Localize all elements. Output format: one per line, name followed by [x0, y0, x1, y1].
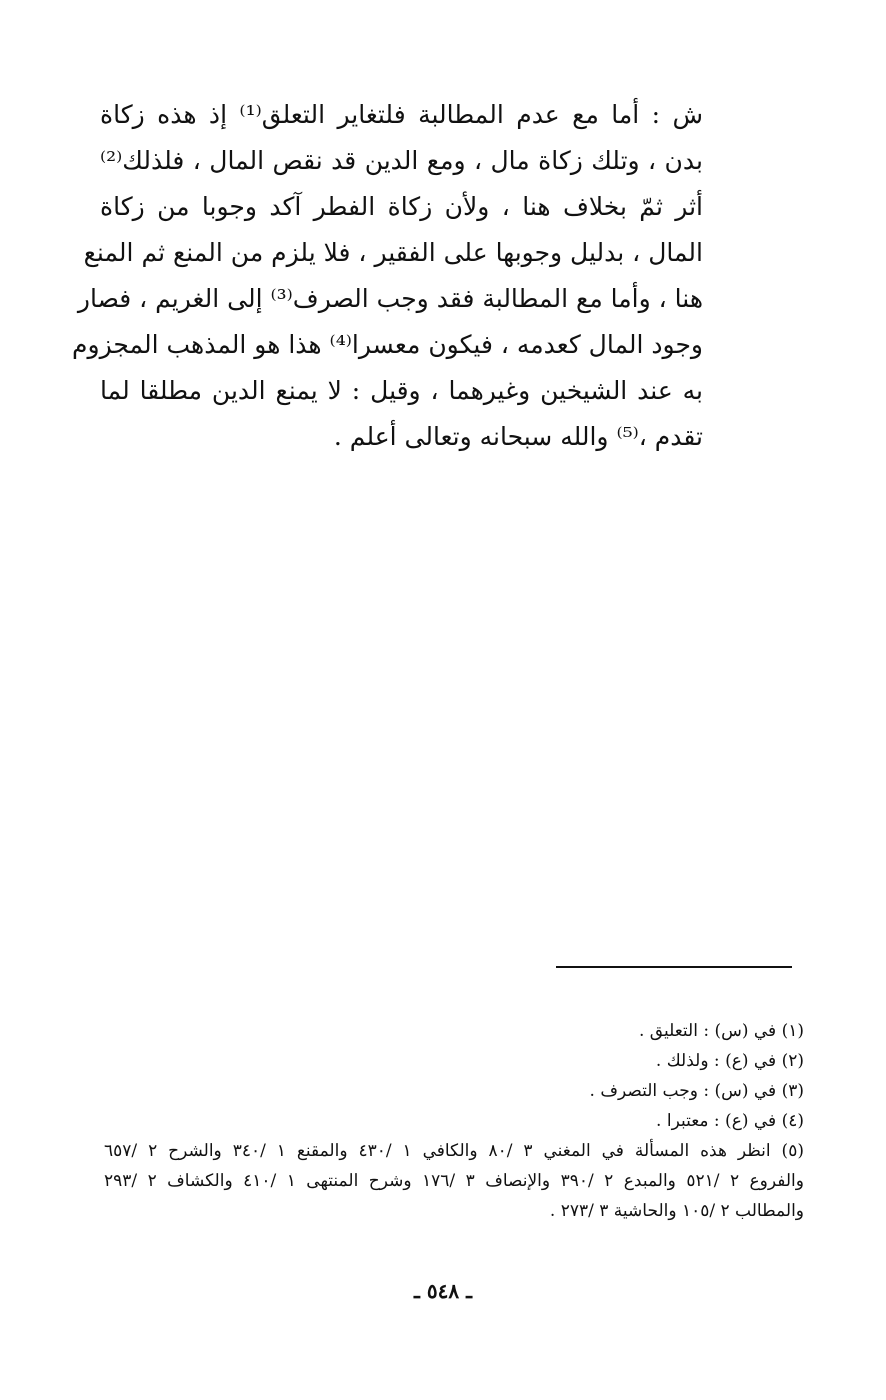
main-text-line: تقدم ،⁽⁵⁾ والله سبحانه وتعالى أعلم .	[333, 422, 703, 451]
main-text-line: وجود المال كعدمه ، فيكون معسرا⁽⁴⁾ هذا هو المذهب المجزوم	[72, 330, 703, 359]
main-text	[72, 92, 704, 460]
page-number: ـ ٥٤٨ ـ	[414, 1279, 472, 1303]
main-text-line: المال ، بدليل وجوبها على الفقير ، فلا يلزم من المنع ثم المنع	[83, 238, 703, 267]
main-text-line: أثر ثمّ بخلاف هنا ، ولأن زكاة الفطر آكد وجوبا من زكاة	[100, 192, 703, 221]
main-text-line: بدن ، وتلك زكاة مال ، ومع الدين قد نقص المال ، فلذلك⁽²⁾	[100, 146, 703, 175]
footnote-line: والفروع ٢ /٥٢١ والمبدع ٢ /٣٩٠ والإنصاف ٣ /١٧٦ وشرح المنتهى ١ /٤١٠ والكشاف ٢ /٢٩٣	[104, 1171, 804, 1191]
main-text-line: هنا ، وأما مع المطالبة فقد وجب الصرف⁽³⁾ إلى الغريم ، فصار	[77, 284, 703, 313]
main-text-line: ش : أما مع عدم المطالبة فلتغاير التعلق⁽¹⁾ إذ هذه زكاة	[100, 100, 704, 129]
footnote-separator	[556, 966, 792, 968]
footnote-line: (٣) في (س) : وجب التصرف .	[589, 1081, 804, 1101]
footnote-line: (٥) انظر هذه المسألة في المغني ٣ /٨٠ والكافي ١ /٤٣٠ والمقنع ١ /٣٤٠ والشرح ٢ /٦٥٧	[104, 1141, 804, 1161]
footnote-line: (٤) في (ع) : معتبرا .	[656, 1111, 804, 1131]
footnote-line: (٢) في (ع) : ولذلك .	[655, 1051, 804, 1071]
footnote-line: والمطالب ٢ /١٠٥ والحاشية ٣ /٢٧٣ .	[549, 1201, 804, 1221]
footnote-line: (١) في (س) : التعليق .	[638, 1021, 804, 1041]
main-text-line: به عند الشيخين وغيرهما ، وقيل : لا يمنع الدين مطلقا لما	[100, 376, 703, 405]
footnotes	[104, 1016, 804, 1226]
